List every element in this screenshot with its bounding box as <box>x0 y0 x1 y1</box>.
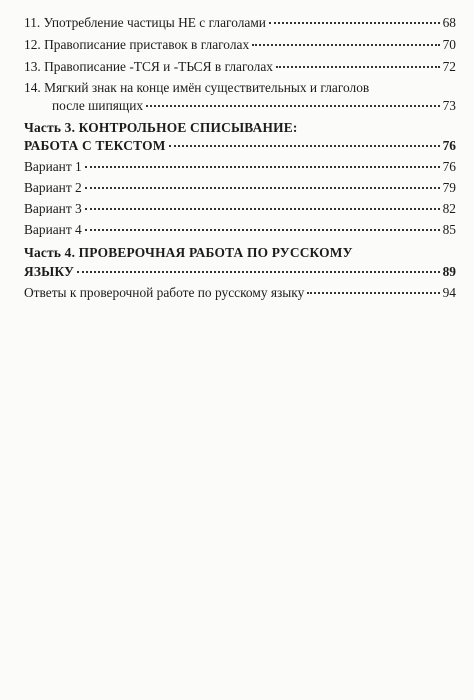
toc-variant-2 <box>24 179 456 196</box>
part-4-page: 89 <box>442 264 456 279</box>
part-4-heading <box>24 263 456 280</box>
variant-page: 79 <box>442 180 456 195</box>
toc-item-label: 11. Употребление частицы НЕ с глаголами <box>24 15 266 30</box>
toc-item-14-line1: 14. Мягкий знак на конце имён существительных и глаголов <box>24 80 370 95</box>
part-4-heading-line1: Часть 4. ПРОВЕРОЧНАЯ РАБОТА ПО РУССКОМУ <box>24 245 353 260</box>
leader-dots <box>77 271 439 273</box>
leader-dots <box>146 105 440 107</box>
toc-item-11 <box>24 14 456 31</box>
part-3-heading <box>24 137 456 154</box>
toc-item-page: 70 <box>442 37 456 52</box>
toc-item-13 <box>24 58 456 75</box>
leader-dots <box>269 22 440 24</box>
leader-dots <box>85 208 440 210</box>
leader-dots <box>252 44 439 46</box>
variant-page: 76 <box>442 159 456 174</box>
toc-answers <box>24 284 456 301</box>
toc-variant-4 <box>24 221 456 238</box>
toc-item-page: 68 <box>442 15 456 30</box>
part-4-heading-line2: ЯЗЫКУ <box>24 264 75 279</box>
variant-page: 85 <box>442 222 456 237</box>
answers-page: 94 <box>442 285 456 300</box>
toc-item-label: после шипящих <box>52 98 144 113</box>
leader-dots <box>85 229 440 231</box>
toc-item-page: 73 <box>442 98 456 113</box>
reverse-side-bleed-through <box>18 110 458 690</box>
part-3-heading-line2: РАБОТА С ТЕКСТОМ <box>24 138 166 153</box>
variant-label: Вариант 2 <box>24 180 82 195</box>
toc-item-label: 13. Правописание -ТСЯ и -ТЬСЯ в глаголах <box>24 59 274 74</box>
leader-dots <box>276 66 440 68</box>
variant-label: Вариант 3 <box>24 201 82 216</box>
toc-variant-3 <box>24 200 456 217</box>
toc-variant-1 <box>24 158 456 175</box>
variant-label: Вариант 1 <box>24 159 82 174</box>
leader-dots <box>169 145 440 147</box>
leader-dots <box>85 187 440 189</box>
toc-item-14 <box>52 97 456 114</box>
part-3-page: 76 <box>442 138 456 153</box>
leader-dots <box>307 292 439 294</box>
part-3-heading-line1: Часть 3. КОНТРОЛЬНОЕ СПИСЫВАНИЕ: <box>24 120 298 135</box>
toc-item-label: 12. Правописание приставок в глаголах <box>24 37 250 52</box>
leader-dots <box>85 166 440 168</box>
toc-item-12 <box>24 36 456 53</box>
toc-item-page: 72 <box>442 59 456 74</box>
variant-label: Вариант 4 <box>24 222 82 237</box>
variant-page: 82 <box>442 201 456 216</box>
answers-label: Ответы к проверочной работе по русскому языку <box>24 285 305 300</box>
